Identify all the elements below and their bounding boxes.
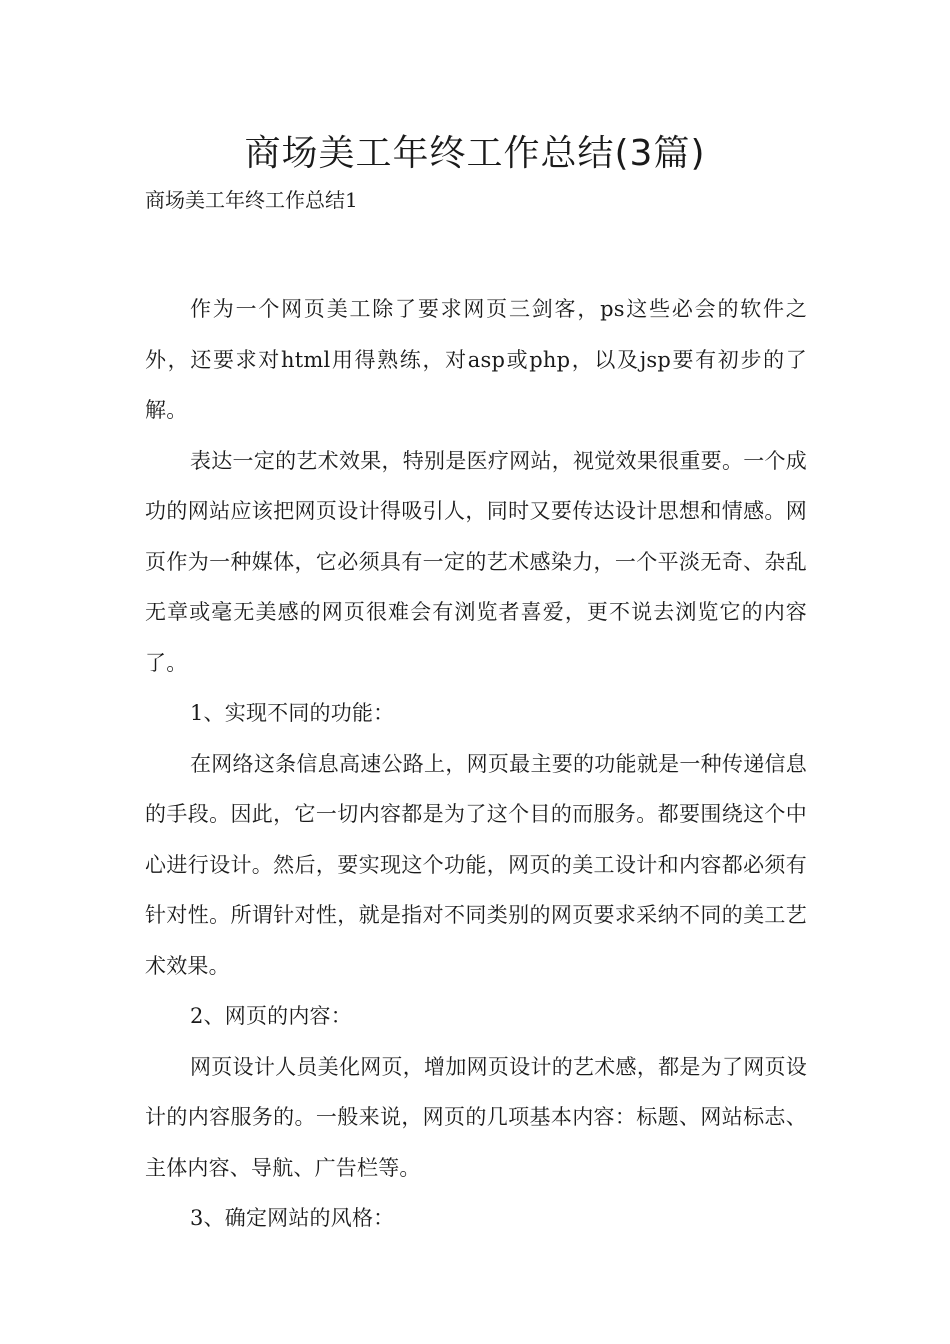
- document-body: [145, 284, 807, 1244]
- section-heading: 1、实现不同的功能：: [190, 701, 395, 725]
- document-subtitle: 商场美工年终工作总结1: [145, 188, 358, 212]
- paragraph: 作为一个网页美工除了要求网页三剑客，ps这些必会的软件之外，还要求对html用得熟练，对asp或php，以及jsp要有初步的了解。: [145, 297, 807, 422]
- document-title: 商场美工年终工作总结(3篇): [244, 133, 706, 174]
- paragraph: 网页设计人员美化网页，增加网页设计的艺术感，都是为了网页设计的内容服务的。一般来说，网页的几项基本内容：标题、网站标志、主体内容、导航、广告栏等。: [145, 1054, 807, 1180]
- section-heading: 2、网页的内容：: [190, 1004, 352, 1028]
- paragraph: 表达一定的艺术效果，特别是医疗网站，视觉效果很重要。一个成功的网站应该把网页设计得吸引人，同时又要传达设计思想和情感。网页作为一种媒体，它必须具有一定的艺术感染力，一个平淡无奇、杂乱无章或毫无美感的网页很难会有浏览者喜爱，更不说去浏览它的内容了。: [145, 448, 807, 675]
- section-heading: 3、确定网站的风格：: [190, 1206, 395, 1230]
- paragraph: 在网络这条信息高速公路上，网页最主要的功能就是一种传递信息的手段。因此，它一切内容都是为了这个目的而服务。都要围绕这个中心进行设计。然后，要实现这个功能，网页的美工设计和内容都必须有针对性。所谓针对性，就是指对不同类别的网页要求采纳不同的美工艺术效果。: [145, 751, 807, 978]
